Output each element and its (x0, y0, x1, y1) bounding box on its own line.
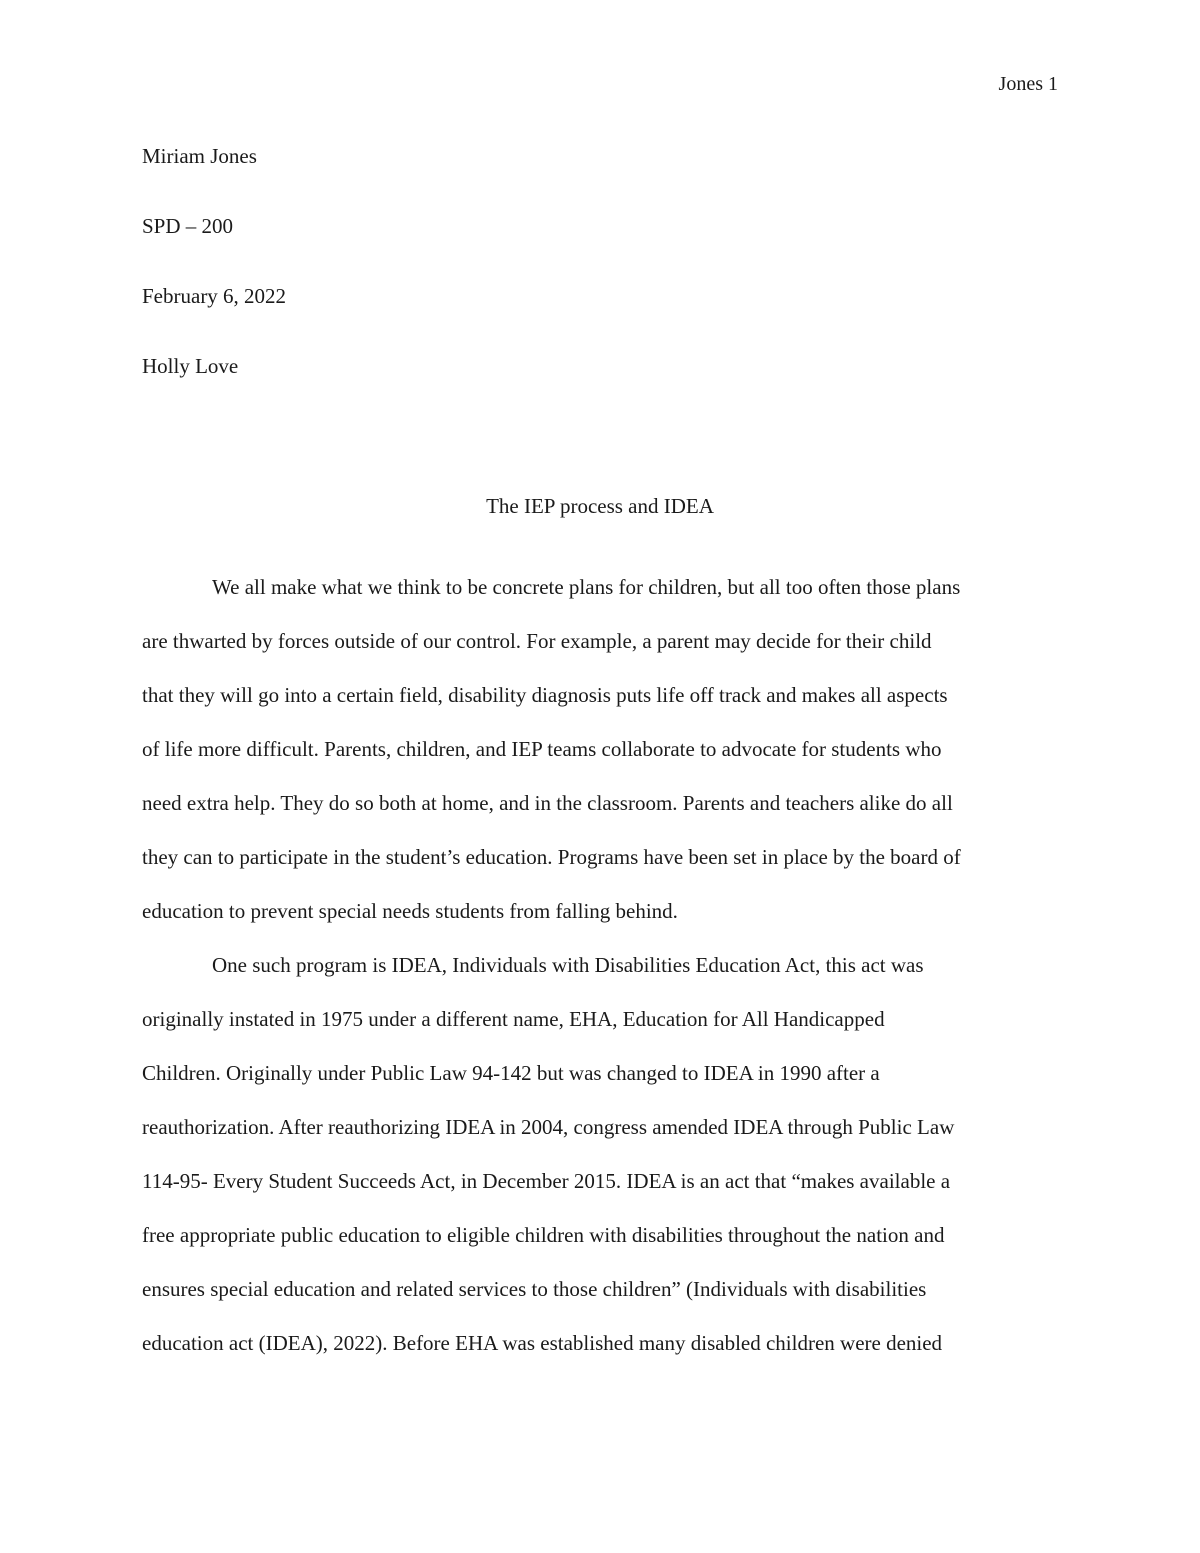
paragraph-line: education act (IDEA), 2022). Before EHA was established many disabled children were denied (142, 1331, 943, 1355)
paragraph-line: free appropriate public education to eligible children with disabilities throughout the nation and (142, 1223, 945, 1247)
mla-heading (142, 142, 1058, 422)
paragraph-line: Children. Originally under Public Law 94-142 but was changed to IDEA in 1990 after a (142, 1061, 880, 1085)
instructor-name (142, 352, 1058, 422)
paragraph-line: that they will go into a certain field, disability diagnosis puts life off track and makes all aspects (142, 683, 948, 707)
paragraph-line: 114-95- Every Student Succeeds Act, in December 2015. IDEA is an act that “makes available a (142, 1169, 951, 1193)
running-head: Jones 1 (998, 73, 1058, 95)
student-name (142, 142, 1058, 212)
paragraph-line: they can to participate in the student’s education. Programs have been set in place by the board of (142, 845, 961, 869)
student-name-text: Miriam Jones (142, 144, 257, 168)
date (142, 282, 1058, 352)
paragraph-line: need extra help. They do so both at home, and in the classroom. Parents and teachers alike do all (142, 791, 953, 815)
course-name (142, 212, 1058, 282)
paragraph-line: One such program is IDEA, Individuals with Disabilities Education Act, this act was (212, 953, 924, 977)
course-name-text: SPD – 200 (142, 214, 234, 238)
paragraph-line: are thwarted by forces outside of our control. For example, a parent may decide for their child (142, 629, 932, 653)
date-text: February 6, 2022 (142, 284, 287, 308)
paragraph-line: We all make what we think to be concrete plans for children, but all too often those plans (212, 575, 961, 599)
paragraph-line: ensures special education and related services to those children” (Individuals with disabilities (142, 1277, 927, 1301)
document-body (142, 560, 1058, 1370)
paragraph-line: education to prevent special needs students from falling behind. (142, 899, 678, 923)
paragraph (142, 560, 1058, 938)
paragraph-line: reauthorization. After reauthorizing IDEA in 2004, congress amended IDEA through Public Law (142, 1115, 955, 1139)
paragraph-line: of life more difficult. Parents, children, and IEP teams collaborate to advocate for students who (142, 737, 942, 761)
paragraph-line: originally instated in 1975 under a different name, EHA, Education for All Handicapped (142, 1007, 885, 1031)
paragraph (142, 938, 1058, 1370)
instructor-name-text: Holly Love (142, 354, 239, 378)
document-title: The IEP process and IDEA (486, 494, 714, 518)
